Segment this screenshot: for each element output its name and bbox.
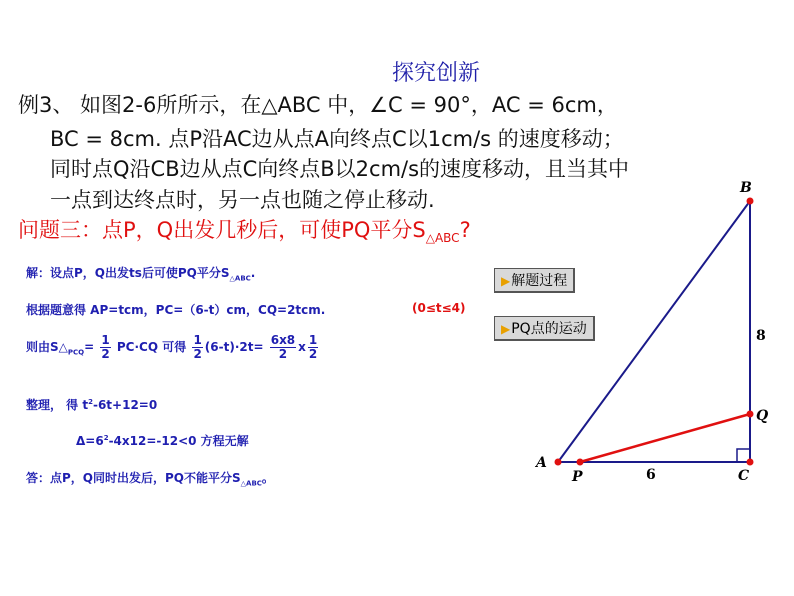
problem-line-3: 同时点Q沿CB边从点C向终点B以2cm/s的速度移动，且当其中 (50, 157, 630, 181)
solution-line-3-a: 则由S△ (26, 340, 68, 354)
solution-line-2-text: 根据题意得 AP=tcm，PC=（6-t）cm，CQ=2tcm. (26, 303, 326, 317)
point-p-dot[interactable] (577, 459, 584, 466)
fraction-4-den: 2 (308, 347, 318, 361)
question-three-text: 问题三：点P，Q出发几秒后，可使PQ平分S (18, 218, 426, 242)
problem-line-4: 一点到达终点时，另一点也随之停止移动. (50, 188, 435, 212)
fraction-1-den: 2 (101, 347, 110, 361)
label-p: P (572, 469, 583, 485)
question-three-end: ? (459, 218, 471, 242)
fraction-3-den: 2 (278, 347, 288, 361)
solution-line-1-sub: △ABC (229, 274, 251, 283)
label-c: C (738, 468, 750, 484)
fraction-2-den: 2 (193, 347, 202, 361)
question-three-sub: △ABC (425, 231, 460, 246)
point-b-dot (747, 198, 754, 205)
segment-pq (580, 414, 750, 462)
solution-line-3-eq: = (84, 340, 95, 354)
length-bc: 8 (756, 328, 766, 344)
solution-line-6-end: 。 (261, 471, 274, 485)
solution-line-4-sup: 2 (88, 398, 93, 406)
fraction-1-num: 1 (101, 333, 110, 347)
label-a: A (536, 455, 547, 471)
solution-line-5-b: -4x12=-12<0 方程无解 (108, 434, 249, 448)
label-b: B (740, 180, 752, 196)
page-title: 探究创新 (392, 61, 481, 86)
length-ac: 6 (646, 467, 656, 483)
solution-line-5-a: Δ=6 (76, 434, 104, 448)
solution-line-6-text: 答：点P，Q同时出发后，PQ不能平分S (26, 471, 241, 485)
play-icon: ▶ (501, 274, 511, 288)
pq-motion-label: PQ点的运动 (511, 321, 587, 337)
point-a-dot (555, 459, 562, 466)
solution-line-5-sup: 2 (103, 434, 109, 442)
point-q-dot[interactable] (747, 411, 754, 418)
solution-line-3-b: PC·CQ 可得 (116, 340, 187, 354)
solution-range: (0≤t≤4) (412, 301, 466, 315)
fraction-2-num: 1 (193, 333, 202, 347)
label-q: Q (756, 408, 769, 424)
fraction-3-num: 6x8 (270, 333, 296, 347)
solution-line-4-a: 整理， 得 t (26, 398, 89, 412)
solution-line-1-end: . (250, 266, 256, 280)
problem-line-1: 例3、 如图2-6所所示，在△ABC 中，∠C = 90°，AC = 6cm， (18, 93, 618, 117)
solution-line-3-c: (6-t)·2t= (204, 340, 264, 354)
solution-line-1-text: 解：设点P，Q出发ts后可使PQ平分S (26, 266, 230, 280)
fraction-4-num: 1 (308, 333, 318, 347)
solution-line-6-sub: △ABC (240, 479, 262, 488)
solve-process-label: 解题过程 (511, 273, 568, 289)
play-icon: ▶ (501, 322, 511, 336)
problem-line-2: BC = 8cm. 点P沿AC边从点A向终点C以1cm/s 的速度移动； (50, 127, 624, 151)
solution-line-3-sub: PCQ (67, 348, 85, 357)
solution-line-3-x: x (298, 340, 306, 354)
point-c-dot (747, 459, 754, 466)
solution-line-4-b: -6t+12=0 (92, 398, 158, 412)
